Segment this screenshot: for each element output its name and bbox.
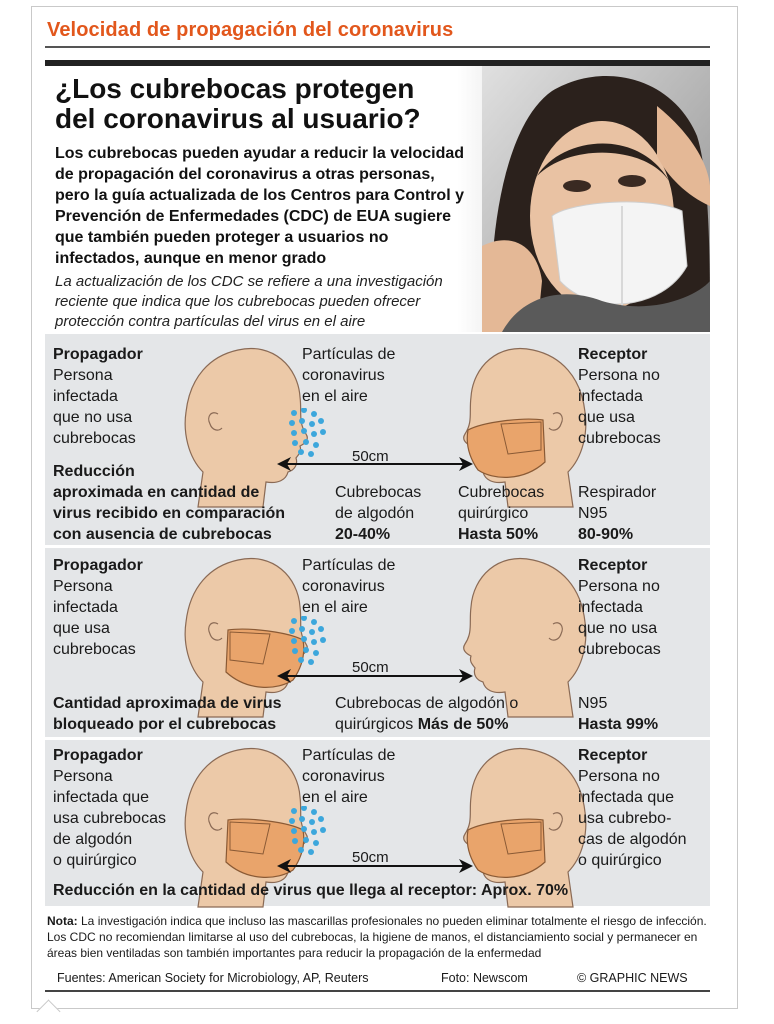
column-text: quirúrgicos (335, 716, 418, 733)
receiver-line: que no usa (578, 620, 658, 637)
receiver-line: Persona no (578, 768, 660, 785)
hero-section (45, 60, 710, 332)
column-value: Más de 50% (417, 716, 509, 733)
particles-label (302, 344, 395, 407)
receiver-line: infectada (578, 599, 643, 616)
reduction-line: Reducción (53, 463, 135, 480)
reduction-label (53, 461, 285, 545)
note-text: La investigación indica que incluso las mascarillas profesionales no pueden eliminar totalmente el riesgo de infección. Los CDC no recomiendan limitarse al uso del cubrebocas, la higiene de manos, el distanciamiento social y permanecer en áreas bien ventiladas son también importantes para reducir la propagación de la enfermedad (47, 914, 707, 960)
blocked-line: bloqueado por el cubrebocas (53, 716, 277, 733)
distance-label: 50cm (352, 849, 389, 866)
particles-line: coronavirus (302, 578, 385, 595)
headline-line-1: ¿Los cubrebocas protegen (55, 73, 415, 104)
bottom-divider (45, 990, 710, 992)
receiver-line: o quirúrgico (578, 852, 662, 869)
spreader-description (53, 766, 166, 871)
headline (55, 74, 421, 134)
n95-column (578, 482, 656, 545)
receiver-line: usa cubrebo- (578, 810, 672, 827)
reduction-summary: Reducción en la cantidad de virus que llega al receptor: Aprox. 70% (53, 882, 569, 899)
particles-line: en el aire (302, 789, 368, 806)
n95-column (578, 693, 658, 735)
receiver-description (578, 576, 661, 660)
column-line: N95 (578, 505, 608, 522)
cloth-surgical-column (335, 693, 518, 735)
particles-line: Partículas de (302, 747, 396, 764)
column-line: N95 (578, 695, 608, 712)
receiver-line: Persona no (578, 367, 660, 384)
receiver-line: que usa (578, 409, 635, 426)
scenario-panel-2 (45, 548, 710, 737)
spreader-line: Persona (53, 578, 113, 595)
note-label: Nota: (47, 914, 78, 928)
scenario-panel-1 (45, 334, 710, 545)
spreader-description (53, 365, 136, 449)
distance-label: 50cm (352, 448, 389, 465)
photo-credit: Foto: Newscom (441, 971, 528, 985)
spreader-description (53, 576, 136, 660)
particles-line: coronavirus (302, 768, 385, 785)
copyright: © GRAPHIC NEWS (577, 971, 688, 985)
receiver-description (578, 766, 687, 871)
particles-icon (289, 806, 329, 856)
spreader-line: Persona (53, 367, 113, 384)
mask-icon (467, 819, 545, 877)
column-line: quirúrgico (458, 505, 529, 522)
distance-label: 50cm (352, 659, 389, 676)
spreader-title: Propagador (53, 747, 143, 764)
column-value: Hasta 99% (578, 716, 659, 733)
sources: Fuentes: American Society for Microbiology, AP, Reuters (57, 971, 369, 985)
kicker-title: Velocidad de propagación del coronavirus (47, 19, 454, 41)
reduction-line: con ausencia de cubrebocas (53, 526, 272, 543)
particles-line: en el aire (302, 388, 368, 405)
receiver-line: Persona no (578, 578, 660, 595)
headline-line-2: del coronavirus al usuario? (55, 103, 421, 134)
particles-line: Partículas de (302, 346, 396, 363)
spreader-title: Propagador (53, 346, 143, 363)
particles-line: Partículas de (302, 557, 396, 574)
surgical-mask-column (458, 482, 544, 545)
receiver-line: cubrebocas (578, 641, 661, 658)
spreader-line: Persona (53, 768, 113, 785)
column-value: 80-90% (578, 526, 634, 543)
column-line: Cubrebocas de algodón o (335, 695, 519, 712)
column-line: Cubrebocas (335, 484, 422, 501)
receiver-title: Receptor (578, 557, 648, 574)
spreader-line: usa cubrebocas (53, 810, 166, 827)
reduction-line: virus recibido en comparación (53, 505, 286, 522)
reduction-line: aproximada en cantidad de (53, 484, 260, 501)
deck-text: Los cubrebocas pueden ayudar a reducir la velocidad de propagación del coronavirus a otras personas, pero la guía actualizada de los Centros para Control y Prevención de Enfermedades (CDC) de EUA sugiere que también pueden proteger a usuarios no infectados, aunque en menor grado (55, 145, 465, 267)
receiver-title: Receptor (578, 346, 648, 363)
spreader-line: infectada que (53, 789, 150, 806)
spreader-line: cubrebocas (53, 641, 136, 658)
receiver-line: cubrebocas (578, 430, 661, 447)
spreader-line: cubrebocas (53, 430, 136, 447)
spreader-line: que no usa (53, 409, 133, 426)
blocked-line: Cantidad aproximada de virus (53, 695, 282, 712)
receiver-line: infectada que (578, 789, 675, 806)
particles-icon (289, 616, 329, 666)
particles-icon (289, 408, 329, 458)
column-value: 20-40% (335, 526, 391, 543)
woman-with-mask-photo (482, 66, 710, 332)
cotton-mask-column (335, 482, 421, 545)
italic-note: La actualización de los CDC se refiere a una investigación reciente que indica que los cubrebocas pueden ofrecer protección contra partículas del virus en el aire (55, 273, 443, 330)
column-line: de algodón (335, 505, 415, 522)
spreader-line: o quirúrgico (53, 852, 137, 869)
scenario-panel-3 (45, 740, 710, 906)
footnote (47, 913, 710, 961)
receiver-title: Receptor (578, 747, 648, 764)
particles-label (302, 745, 395, 808)
spreader-line: de algodón (53, 831, 133, 848)
particles-line: coronavirus (302, 367, 385, 384)
particles-line: en el aire (302, 599, 368, 616)
spreader-line: infectada (53, 388, 118, 405)
column-line (335, 714, 518, 735)
receiver-line: cas de algodón (578, 831, 687, 848)
column-line: Respirador (578, 484, 657, 501)
spreader-line: que usa (53, 620, 110, 637)
receiver-line: infectada (578, 388, 643, 405)
spreader-title: Propagador (53, 557, 143, 574)
column-value: Hasta 50% (458, 526, 539, 543)
blocked-label (53, 693, 282, 735)
particles-label (302, 555, 395, 618)
spreader-line: infectada (53, 599, 118, 616)
mask-icon (467, 419, 545, 477)
kicker-divider (45, 46, 710, 48)
receiver-description (578, 365, 661, 449)
column-line: Cubrebocas (458, 484, 545, 501)
